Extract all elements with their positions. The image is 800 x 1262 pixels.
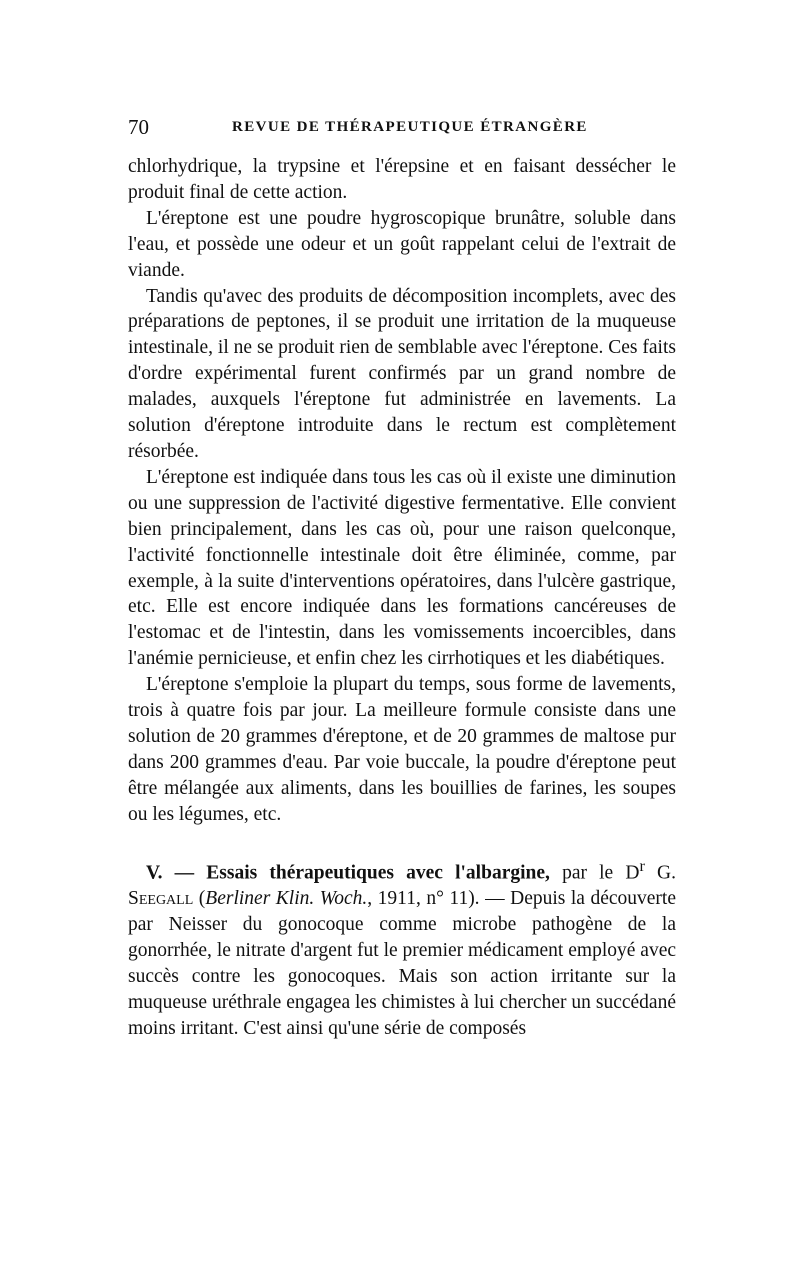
paragraph-continuation: chlorhydrique, la trypsine et l'érepsine et en faisant dessécher le produit final de cette action. <box>128 156 676 203</box>
section-v-citation: , 1911, n° 11). — <box>367 887 511 909</box>
section-v-journal: Berliner Klin. Woch. <box>205 887 368 909</box>
paragraph-ereptone-usage: L'éreptone s'emploie la plupart du temps, sous forme de lavements, trois à quatre fois par jour. La meilleure formule consiste dans une solution de 20 grammes d'éreptone, et de 20 grammes de maltose pur dans 200 grammes d'eau. Par voie buccale, la poudre d'éreptone peut être mélangée aux aliments, dans les bouillies de farines, les soupes ou les légumes, etc. <box>128 674 676 825</box>
section-v-sup: r <box>639 856 645 875</box>
page-number: 70 <box>128 115 149 139</box>
section-v-paren: ( <box>193 887 206 909</box>
section-v-initial: G. <box>644 862 676 884</box>
paragraph-ereptone-description: L'éreptone est une poudre hygroscopique brunâtre, soluble dans l'eau, et possède une odeur et un goût rappelant celui de l'extrait de viande. <box>128 207 676 281</box>
section-v-by: par le D <box>549 862 640 884</box>
section-v-paragraph <box>128 854 676 1042</box>
paragraph-ereptone-indications: L'éreptone est indiquée dans tous les cas où il existe une diminution ou une suppression de l'activité digestive fermentative. Elle convient bien principalement, dans les cas où, pour une raison quelconque, l'activité fonctionnelle intestinale doit être éliminée, comme, par exemple, à la suite d'interventions opératoires, dans l'ulcère gastrique, etc. Elle est encore indiquée dans les formations cancéreuses de l'estomac et de l'intestin, dans les vomissements incoercibles, dans l'anémie pernicieuse, et enfin chez les cirrhotiques et les diabétiques. <box>128 466 676 670</box>
section-gap <box>128 828 676 854</box>
running-head <box>128 115 676 145</box>
section-v-author: Seegall <box>128 887 194 909</box>
section-v-text: Depuis la découverte par Neisser du gonocoque comme microbe pathogène de la gonorrhée, le nitrate d'argent fut le premier médicament employé avec succès contre les gonocoques. Mais son action irritante sur la muqueuse uréthrale engagea les chimistes à lui chercher un succédané moins irritant. C'est ainsi qu'une série de composés <box>128 887 676 1039</box>
journal-title: REVUE DE THÉRAPEUTIQUE ÉTRANGÈRE <box>232 119 588 135</box>
section-v-heading: V. — Essais thérapeutiques avec l'albargine, <box>146 862 550 884</box>
paragraph-ereptone-irritation: Tandis qu'avec des produits de décomposition incomplets, avec des préparations de peptones, il se produit une irritation de la muqueuse intestinale, il ne se produit rien de semblable avec l'éreptone. Ces faits d'ordre expérimental furent confirmés par un grand nombre de malades, auxquels l'éreptone fut administrée en lavements. La solution d'éreptone introduite dans le rectum est complètement résorbée. <box>128 285 676 462</box>
body-text <box>128 154 676 1041</box>
